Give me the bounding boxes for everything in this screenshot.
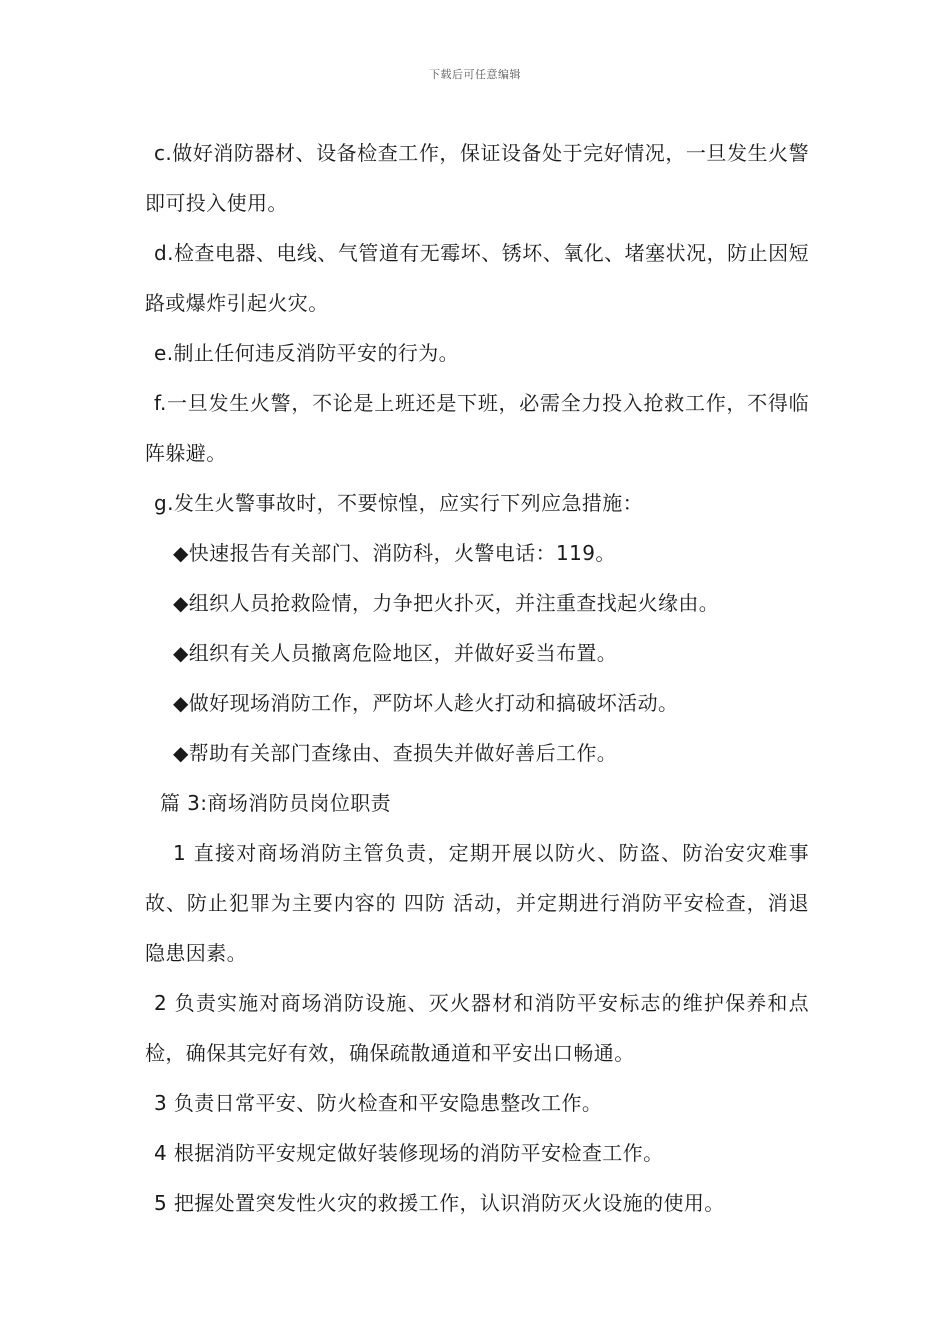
header-note: 下载后可任意编辑 [429,68,521,81]
paragraph-d: d.检查电器、电线、气管道有无霉坏、锈坏、氧化、堵塞状况，防止因短路或爆炸引起火灾。 [145,241,809,315]
bullet-item-3: ◆组织有关人员撤离危险地区，并做好妥当布置。 [173,641,618,665]
bullet-item-1: ◆快速报告有关部门、消防科，火警电话：119。 [173,541,616,565]
paragraph-c: c.做好消防器材、设备检查工作，保证设备处于完好情况，一旦发生火警即可投入使用。 [145,141,809,215]
paragraph-g: g.发生火警事故时，不要惊惶，应实行下列应急措施： [154,491,644,515]
duty-item-3: 3 负责日常平安、防火检查和平安隐患整改工作。 [154,1091,603,1115]
duty-item-2: 2 负责实施对商场消防设施、灭火器材和消防平安标志的维护保养和点检，确保其完好有效，确保疏散通道和平安出口畅通。 [145,991,809,1065]
section-heading: 篇 3:商场消防员岗位职责 [160,791,392,815]
paragraph-e: e.制止任何违反消防平安的行为。 [154,341,460,365]
bullet-item-2: ◆组织人员抢救险情，力争把火扑灭，并注重查找起火缘由。 [173,591,720,615]
duty-item-4: 4 根据消防平安规定做好装修现场的消防平安检查工作。 [154,1141,664,1165]
bullet-item-5: ◆帮助有关部门查缘由、查损失并做好善后工作。 [173,741,618,765]
document-body [145,128,809,1228]
paragraph-f: f.一旦发生火警，不论是上班还是下班，必需全力投入抢救工作，不得临阵躲避。 [145,391,809,465]
duty-item-1: 1 直接对商场消防主管负责，定期开展以防火、防盗、防治安灾难事故、防止犯罪为主要内容的 四防 活动，并定期进行消防平安检查，消退隐患因素。 [145,841,809,965]
duty-item-5: 5 把握处置突发性火灾的救援工作，认识消防灭火设施的使用。 [154,1191,725,1215]
bullet-item-4: ◆做好现场消防工作，严防坏人趁火打动和搞破坏活动。 [173,691,679,715]
